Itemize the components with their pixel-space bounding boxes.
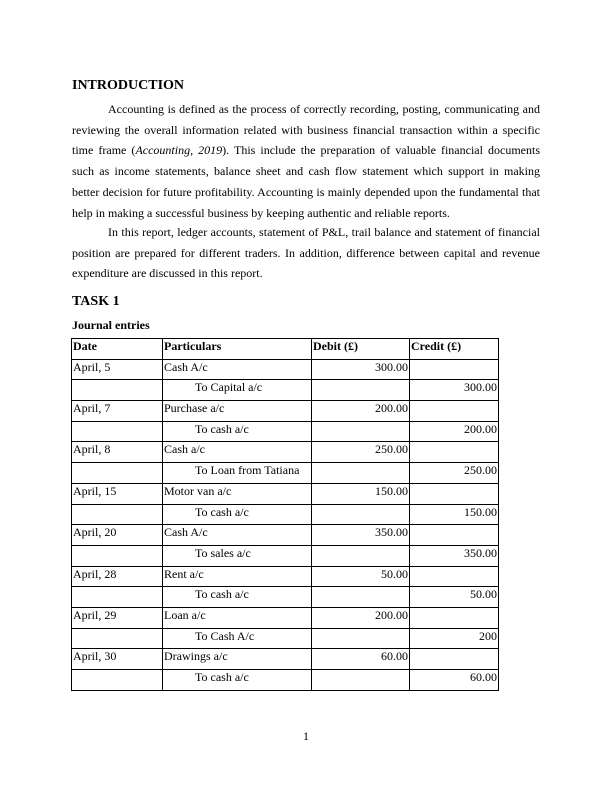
cell-particulars: To cash a/c: [163, 504, 312, 525]
cell-debit: [312, 628, 410, 649]
cell-credit: [410, 483, 499, 504]
cell-credit: [410, 649, 499, 670]
cell-debit: [312, 380, 410, 401]
table-row: [72, 670, 499, 691]
table-row: [72, 545, 499, 566]
cell-credit: [410, 607, 499, 628]
cell-date: [72, 421, 163, 442]
cell-debit: [312, 545, 410, 566]
cell-particulars: Motor van a/c: [163, 483, 312, 504]
cell-particulars: Cash A/c: [163, 359, 312, 380]
table-row: [72, 483, 499, 504]
cell-debit: [312, 587, 410, 608]
header-credit: Credit (£): [410, 339, 499, 360]
introduction-heading: INTRODUCTION: [72, 78, 185, 93]
cell-credit: [410, 566, 499, 587]
cell-debit: [312, 463, 410, 484]
citation: Accounting, 2019: [135, 143, 223, 158]
cell-particulars: Rent a/c: [163, 566, 312, 587]
cell-credit: [410, 401, 499, 422]
cell-credit: 150.00: [410, 504, 499, 525]
intro-paragraph-2: In this report, ledger accounts, statement of P&L, trail balance and statement of financial position are prepared for different traders. In addition, difference between capital and revenue expenditure are discussed in this report.: [72, 225, 540, 281]
cell-particulars: To Cash A/c: [163, 628, 312, 649]
journal-entries-subheading: Journal entries: [72, 318, 150, 332]
cell-debit: 60.00: [312, 649, 410, 670]
intro-p1-text-before: Accounting is defined as the process of correctly recording, posting, communicating and reviewing the overall information related with business financial transaction within a specific time frame (: [72, 102, 540, 158]
cell-date: April, 5: [72, 359, 163, 380]
cell-date: April, 15: [72, 483, 163, 504]
cell-date: [72, 587, 163, 608]
cell-debit: [312, 421, 410, 442]
table-row: [72, 359, 499, 380]
cell-particulars: To cash a/c: [163, 421, 312, 442]
cell-credit: 350.00: [410, 545, 499, 566]
cell-debit: 50.00: [312, 566, 410, 587]
cell-particulars: To cash a/c: [163, 670, 312, 691]
page-number: 1: [303, 729, 309, 743]
table-row: [72, 649, 499, 670]
header-debit: Debit (£): [312, 339, 410, 360]
cell-debit: 300.00: [312, 359, 410, 380]
intro-paragraph-1: [72, 99, 540, 223]
table-row: [72, 463, 499, 484]
cell-credit: 200.00: [410, 421, 499, 442]
cell-particulars: Cash A/c: [163, 525, 312, 546]
cell-credit: 200: [410, 628, 499, 649]
intro-p1-text-after: ). This include the preparation of valuable financial documents such as income statements, balance sheet and cash flow statement which support in making better decision for future profitability. Accounting is mainly depended upon the fundamental that help in making a successful business by keeping authentic and reliable reports.: [72, 143, 540, 220]
cell-credit: 250.00: [410, 463, 499, 484]
cell-debit: [312, 504, 410, 525]
cell-debit: 200.00: [312, 607, 410, 628]
cell-date: [72, 628, 163, 649]
table-row: [72, 380, 499, 401]
cell-particulars: To cash a/c: [163, 587, 312, 608]
cell-credit: [410, 442, 499, 463]
table-row: [72, 525, 499, 546]
cell-credit: [410, 359, 499, 380]
table-row: [72, 421, 499, 442]
cell-particulars: Loan a/c: [163, 607, 312, 628]
cell-date: [72, 545, 163, 566]
cell-particulars: Purchase a/c: [163, 401, 312, 422]
cell-debit: 350.00: [312, 525, 410, 546]
cell-credit: 50.00: [410, 587, 499, 608]
table-row: [72, 504, 499, 525]
table-row: [72, 566, 499, 587]
cell-date: April, 20: [72, 525, 163, 546]
cell-date: [72, 670, 163, 691]
cell-date: [72, 380, 163, 401]
cell-particulars: Drawings a/c: [163, 649, 312, 670]
table-row: [72, 401, 499, 422]
cell-credit: [410, 525, 499, 546]
cell-debit: 250.00: [312, 442, 410, 463]
cell-date: April, 29: [72, 607, 163, 628]
cell-credit: 300.00: [410, 380, 499, 401]
cell-date: April, 7: [72, 401, 163, 422]
cell-date: [72, 504, 163, 525]
cell-date: April, 8: [72, 442, 163, 463]
table-row: [72, 442, 499, 463]
table-row: [72, 587, 499, 608]
cell-debit: 200.00: [312, 401, 410, 422]
cell-date: [72, 463, 163, 484]
task-heading: TASK 1: [72, 294, 120, 309]
journal-entries-table: [71, 338, 499, 691]
cell-date: April, 30: [72, 649, 163, 670]
table-row: [72, 607, 499, 628]
header-date: Date: [72, 339, 163, 360]
cell-particulars: To Capital a/c: [163, 380, 312, 401]
cell-debit: [312, 670, 410, 691]
cell-particulars: To Loan from Tatiana: [163, 463, 312, 484]
header-particulars: Particulars: [163, 339, 312, 360]
table-header-row: [72, 339, 499, 360]
cell-date: April, 28: [72, 566, 163, 587]
cell-credit: 60.00: [410, 670, 499, 691]
journal-table-body: [72, 359, 499, 690]
table-row: [72, 628, 499, 649]
cell-debit: 150.00: [312, 483, 410, 504]
cell-particulars: Cash a/c: [163, 442, 312, 463]
cell-particulars: To sales a/c: [163, 545, 312, 566]
